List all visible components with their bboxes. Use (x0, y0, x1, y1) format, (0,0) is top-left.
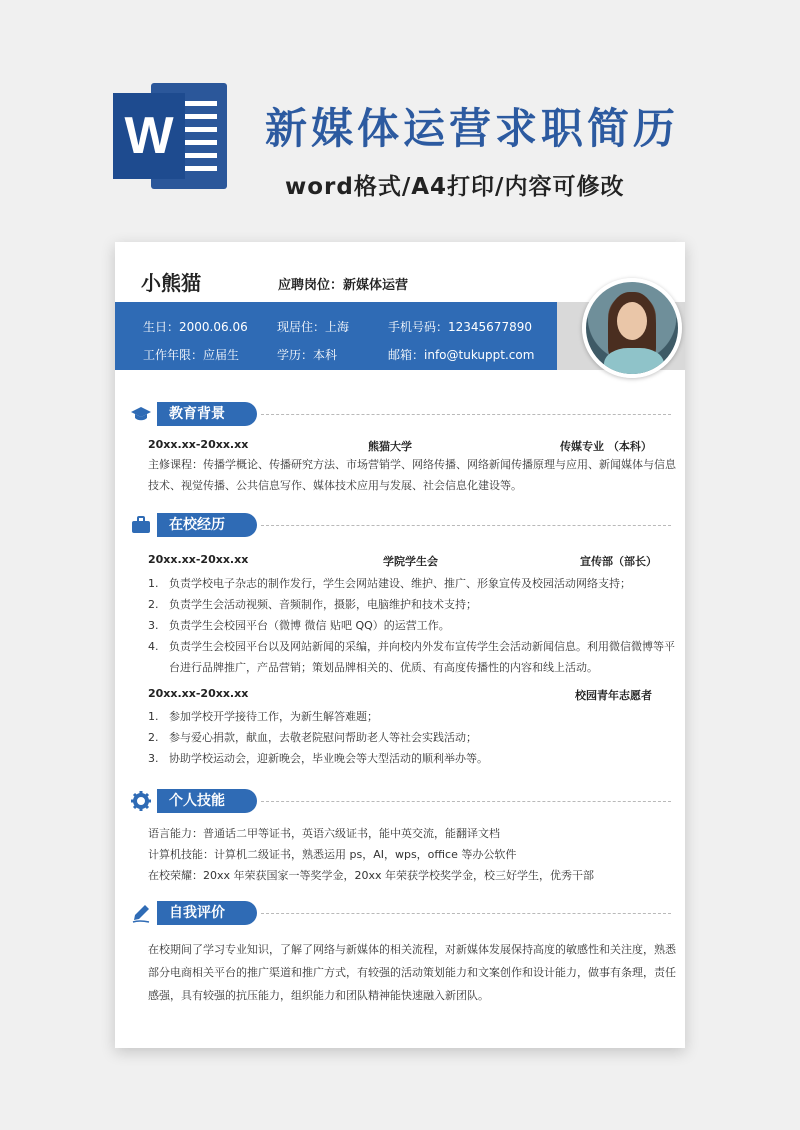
gear-icon (131, 791, 151, 811)
campus-job2-role: 校园青年志愿者 (575, 689, 652, 702)
self-evaluation-line2: 部分电商相关平台的推广渠道和推广方式，有较强的活动策划能力和文案创作和设计能力，做事有条理，责任 (148, 966, 676, 979)
skill-honor: 在校荣耀：20xx 年荣获国家一等奖学金，20xx 年荣获学校奖学金，校三好学生，优秀干部 (148, 869, 595, 882)
section-divider (261, 414, 671, 415)
education-period: 20xx.xx-20xx.xx (148, 438, 249, 451)
word-logo-letter: W (113, 93, 185, 179)
skill-language: 语言能力：普通话二甲等证书，英语六级证书，能中英交流，能翻译文档 (148, 827, 500, 840)
email: 邮箱：info@tukuppt.com (388, 348, 535, 362)
education-school: 熊猫大学 (368, 440, 412, 453)
profile-photo (582, 278, 682, 378)
residence: 现居住：上海 (277, 320, 350, 334)
briefcase-icon (131, 515, 151, 535)
campus-job1-period: 20xx.xx-20xx.xx (148, 553, 249, 566)
education-courses-line2: 技术、视觉传播、公共信息写作、媒体技术应用与发展、社会信息化建设等。 (148, 479, 522, 492)
phone-number: 手机号码：12345677890 (388, 320, 532, 334)
education-major: 传媒专业 （本科） (560, 440, 652, 453)
graduation-cap-icon (131, 404, 151, 424)
degree: 学历：本科 (277, 348, 338, 362)
banner-title: 新媒体运营求职简历 (265, 104, 680, 153)
campus-job1-org: 学院学生会 (383, 555, 438, 568)
campus-job1-role: 宣传部（部长） (580, 555, 657, 568)
section-self-title: 自我评价 (157, 901, 257, 925)
word-logo (113, 83, 228, 189)
work-years: 工作年限：应届生 (143, 348, 240, 362)
section-divider (261, 801, 671, 802)
section-campus-title: 在校经历 (157, 513, 257, 537)
self-evaluation-line3: 感强，具有较强的抗压能力，组织能力和团队精神能快速融入新团队。 (148, 989, 489, 1002)
section-education-title: 教育背景 (157, 402, 257, 426)
candidate-name: 小熊猫 (141, 271, 201, 295)
birth-date: 生日：2000.06.06 (143, 320, 248, 334)
section-skills-title: 个人技能 (157, 789, 257, 813)
banner-subtitle: word格式/A4打印/内容可修改 (285, 174, 625, 200)
section-divider (261, 525, 671, 526)
skill-computer: 计算机技能：计算机二级证书，熟悉运用 ps，AI，wps，office 等办公软件 (148, 848, 517, 861)
education-courses-line1: 主修课程：传播学概论、传播研究方法、市场营销学、网络传播、网络新闻传播原理与应用、新闻媒体与信息 (148, 458, 676, 471)
list-item-continuation: 台进行品牌推广，产品营销；策划品牌相关的、优质、有高度传播性的内容和线上活动。 (169, 661, 598, 674)
pen-icon (131, 903, 151, 923)
applied-position: 应聘岗位：新媒体运营 (278, 278, 409, 293)
resume-page: 小熊猫 应聘岗位：新媒体运营 生日：2000.06.06 现居住：上海 手机号码：12345677890 工作年限：应届生 学历：本科 邮箱：info@tukuppt.com 教育背景 20xx.xx-20xx.xx 熊猫大学 传媒专业 （本科） 主修课程：传播学概论、传播研究方法、市场营销学、网络传播、网络新闻传播原理与应用、新闻媒体与信息 技术、视觉传播、公共信息写作、媒体技术应用与发展、社会信息化建设等。 在校经历 20xx.xx-20xx.xx 学院学生会 宣传部（部长） 1. 负责学校电子杂志的制作发行，学生会网站建设、维护、推广、形象宣传及校园活动网络支持； 2. 负责学生会活动视频、音频制作，摄影，电脑维护和技术支持； 3. 负责学生会校园平台（微博 微信 贴吧 QQ）的运营工作。 4. 负责学生会校园平台以及网站新闻的采编，并向校内外发布宣传学生会活动新闻信息。利用微信微博等平 台进行品牌推广，产品营销；策划品牌相关的、优质、有高度传播性的内容和线上活动。 20xx.xx-20xx.xx 校园青年志愿者 1. 参加学校开学接待工作，为新生解答难题； 2. 参与爱心捐款，献血，去敬老院慰问帮助老人等社会实践活动； 3. 协助学校运动会，迎新晚会，毕业晚会等大型活动的顺利举办等。 个人技能 语言能力：普通话二甲等证书，英语六级证书，能中英交流，能翻译文档 计算机技能：计算机二级证书，熟悉运用 ps，AI，wps，office 等办公软件 在校荣耀：20xx 年荣获国家一等奖学金，20xx 年荣获学校奖学金，校三好学生，优秀干部 自我评价 在校期间了学习专业知识，了解了网络与新媒体的相关流程，对新媒体发展保持高度的敏感性和关注度，熟悉 部分电商相关平台的推广渠道和推广方式，有较强的活动策划能力和文案创作和设计能力，做事有条理，责任 感强，具有较强的抗压能力，组织能力和团队精神能快速融入新团队。 (115, 242, 685, 1048)
personal-info-bar (115, 302, 557, 370)
campus-job2-period: 20xx.xx-20xx.xx (148, 687, 249, 700)
self-evaluation-line1: 在校期间了学习专业知识，了解了网络与新媒体的相关流程，对新媒体发展保持高度的敏感性和关注度，熟悉 (148, 943, 676, 956)
section-divider (261, 913, 671, 914)
